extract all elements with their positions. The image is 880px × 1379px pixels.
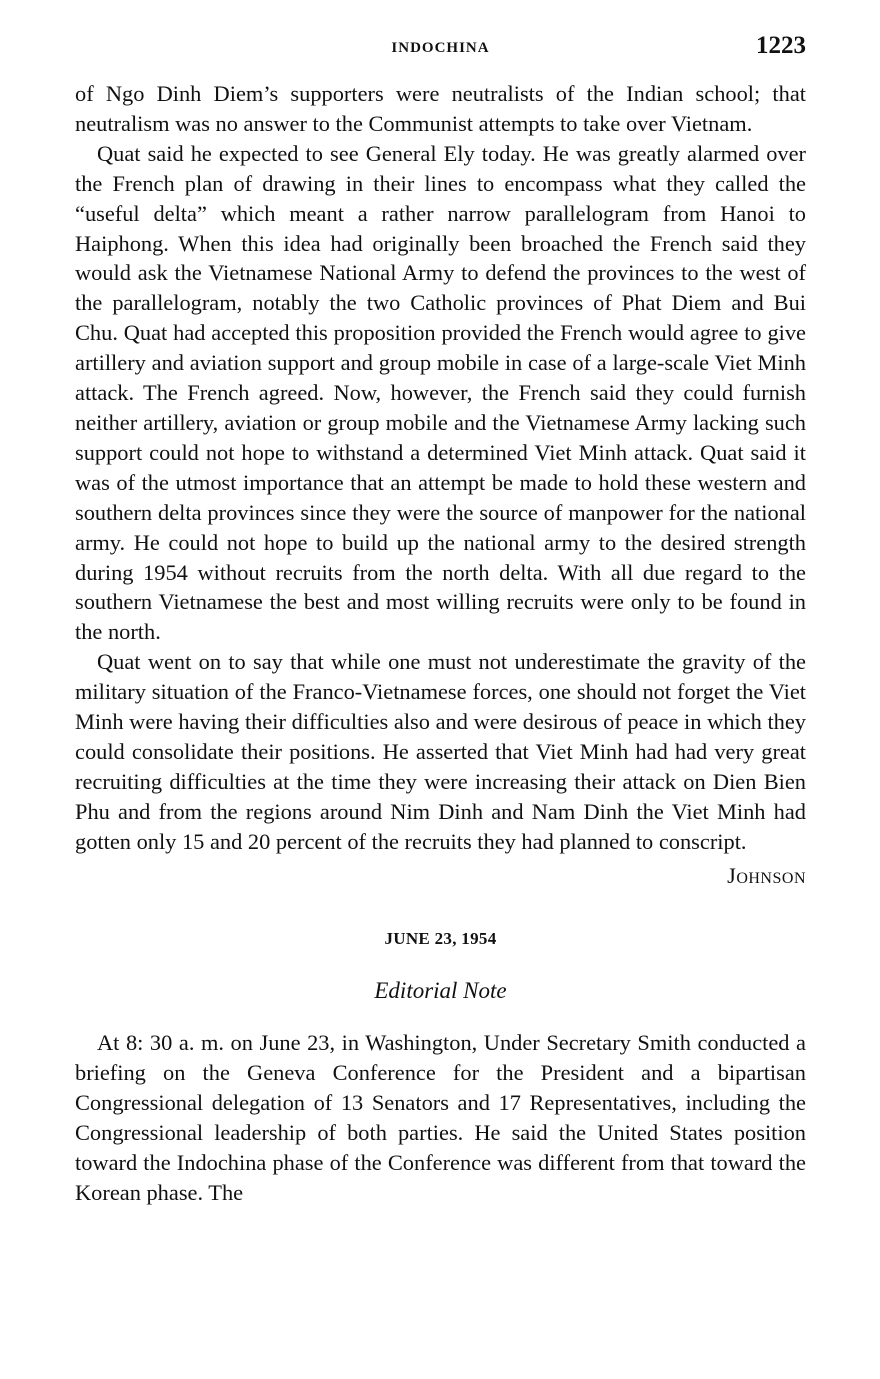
editorial-note-title: Editorial Note (374, 978, 507, 1004)
running-head (75, 32, 806, 64)
paragraph-quat-ely: Quat said he expected to see General Ely today. He was greatly alarmed over the French plan of drawing in their lines to encompass what they called the “useful delta” which meant a rather narrow parallelogram from Hanoi to Haiphong. When this idea had originally been broached the French said they would ask the Vietnamese National Army to defend the provinces to the west of the parallelogram, notably the two Catholic provinces of Phat Diem and Bui Chu. Quat had accepted this proposition provided the French would agree to give artillery and aviation support and group mobile in case of a large-scale Viet Minh attack. The French agreed. Now, however, the French said they could furnish neither artillery, aviation or group mobile and the Vietnamese Army lacking such support could not hope to withstand a determined Viet Minh attack. Quat said it was of the utmost importance that an attempt be made to hold these western and southern delta provinces since they were the source of manpower for the national army. He could not hope to build up the national army to the desired strength during 1954 without recruits from the north delta. With all due regard to the southern Vietnamese the best and most willing recruits were only to be found in the north. (75, 140, 806, 645)
date-heading: JUNE 23, 1954 (384, 929, 497, 949)
page-number: 1223 (756, 32, 806, 59)
editorial-note-paragraph: At 8: 30 a. m. on June 23, in Washington, Under Secretary Smith conducted a briefing on the Geneva Conference for the President and a bipartisan Congressional delegation of 13 Senators and 17 Representatives, including the Congressional leadership of both parties. He said the United States position toward the Indochina phase of the Conference was different from that toward the Korean phase. The (75, 1030, 806, 1205)
paragraph-quat-viet-minh: Quat went on to say that while one must not underestimate the gravity of the military situation of the Franco-Vietnamese forces, one should not forget the Viet Minh were having their difficulties also and were desirous of peace in which they could consolidate their positions. He asserted that Viet Minh had had very great recruiting difficulties at the time they were increasing their attack on Dien Bien Phu and from the regions around Nim Dinh and Nam Dinh the Viet Minh had gotten only 15 and 20 percent of the recruits they had planned to conscript. (75, 649, 806, 854)
running-title: INDOCHINA (391, 40, 490, 56)
paragraph-continuation: of Ngo Dinh Diem’s supporters were neutralists of the Indian school; that neutralism was no answer to the Communist attempts to take over Vietnam. (75, 81, 806, 136)
body-text (75, 79, 806, 1208)
signature: Johnson (727, 862, 806, 888)
